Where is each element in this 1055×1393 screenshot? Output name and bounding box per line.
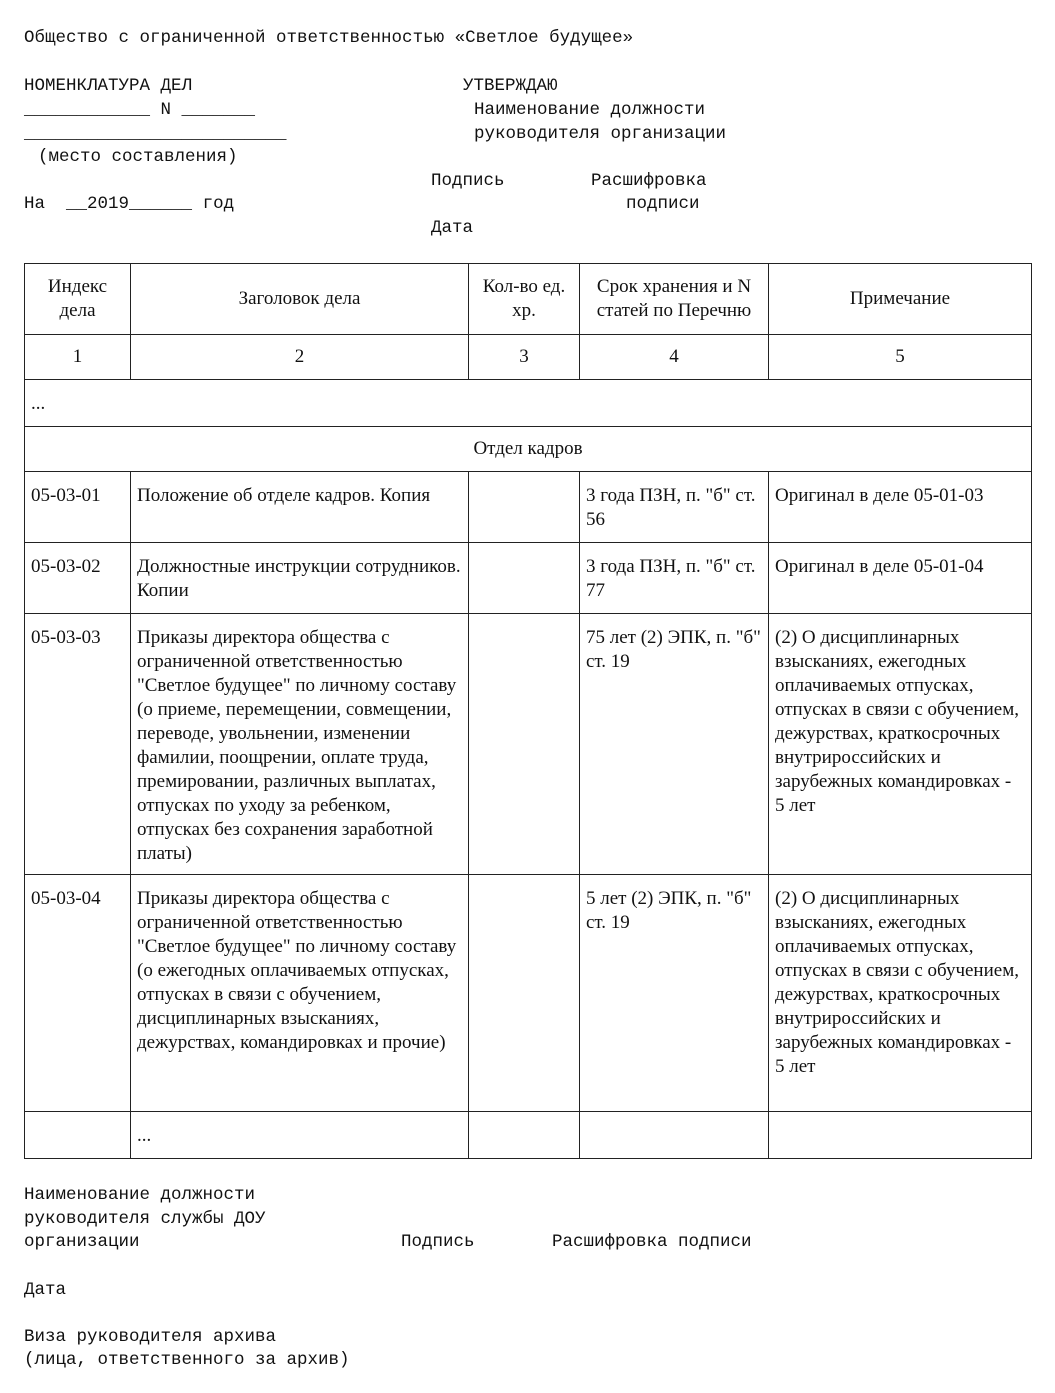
row-term: 75 лет (2) ЭПК, п. "б" ст. 19 (580, 614, 769, 875)
approval-date-label: Дата (431, 218, 474, 238)
year-line (24, 192, 234, 216)
row-title: Приказы директора общества с ограниченной ответственностью "Светлое будущее" по личному составу (о ежегодных оплачиваемых отпусках, отпусках в связи с обучением, дисциплинарных взысканиях, дежурствах, командировках и прочие) (131, 875, 469, 1112)
footer-signature-label: Подпись (401, 1232, 475, 1252)
empty-cell (769, 1112, 1032, 1159)
row-title: Положение об отделе кадров. Копия (131, 472, 469, 543)
row-count (469, 543, 580, 614)
row-index: 05-03-04 (25, 875, 131, 1112)
column-number: 1 (25, 335, 131, 380)
row-title: Приказы директора общества с ограниченной ответственностью "Светлое будущее" по личному составу (о приеме, перемещении, совмещении, переводе, увольнении, изменении фамилии, поощрении, оплате труда, премировании, различных выплатах, отпусках по уходу за ребенком, отпусках без сохранения заработной платы) (131, 614, 469, 875)
column-number-row (25, 335, 1032, 380)
approval-signature-label: Подпись (431, 171, 505, 191)
column-header-title: Заголовок дела (131, 264, 469, 335)
row-note: Оригинал в деле 05-01-04 (769, 543, 1032, 614)
approve-heading: УТВЕРЖДАЮ (463, 76, 558, 96)
row-count (469, 472, 580, 543)
year-suffix: год (202, 194, 235, 214)
archive-visa-line2: (лица, ответственного за архив) (24, 1350, 350, 1370)
column-header-index: Индекс дела (25, 264, 131, 335)
column-header-count: Кол-во ед. хр. (469, 264, 580, 335)
year-prefix: На (24, 194, 46, 214)
ellipsis-bottom: ... (131, 1112, 469, 1159)
row-title: Должностные инструкции сотрудников. Копии (131, 543, 469, 614)
place-line: _________________________ (24, 124, 287, 144)
table-row (25, 875, 1032, 1112)
ellipsis-top: ... (25, 380, 1032, 427)
footer-date-label: Дата (24, 1280, 67, 1300)
document-number-line: ____________ N _______ (24, 100, 256, 120)
row-term: 5 лет (2) ЭПК, п. "б" ст. 19 (580, 875, 769, 1112)
section-row (25, 427, 1032, 472)
archive-visa-line1: Виза руководителя архива (24, 1327, 277, 1347)
column-header-note: Примечание (769, 264, 1032, 335)
year-value: __2019______ (66, 194, 193, 214)
row-term: 3 года ПЗН, п. "б" ст. 56 (580, 472, 769, 543)
approval-decoding-line1: Расшифровка (591, 171, 707, 191)
row-note: (2) О дисциплинарных взысканиях, ежегодных оплачиваемых отпусках, отпусках в связи с обучением, дежурствах, краткосрочных внутрироссийских и зарубежных командировках - 5 лет (769, 875, 1032, 1112)
row-note: (2) О дисциплинарных взысканиях, ежегодных оплачиваемых отпусках, отпусках в связи с обучением, дежурствах, краткосрочных внутрироссийских и зарубежных командировках - 5 лет (769, 614, 1032, 875)
ellipsis-row-bottom (25, 1112, 1032, 1159)
place-caption: (место составления) (38, 147, 238, 167)
approval-position-line1: Наименование должности (474, 100, 706, 120)
organization-name: Общество с ограниченной ответственностью «Светлое будущее» (24, 28, 634, 48)
row-count (469, 875, 580, 1112)
column-number: 4 (580, 335, 769, 380)
row-index: 05-03-03 (25, 614, 131, 875)
section-title: Отдел кадров (25, 427, 1032, 472)
table-row (25, 614, 1032, 875)
row-note: Оригинал в деле 05-01-03 (769, 472, 1032, 543)
footer-position-line1: Наименование должности (24, 1185, 256, 1205)
row-index: 05-03-01 (25, 472, 131, 543)
table-row (25, 543, 1032, 614)
nomenclature-table (24, 263, 1032, 1159)
approval-decoding-line2: подписи (626, 194, 700, 214)
row-count (469, 614, 580, 875)
empty-cell (25, 1112, 131, 1159)
column-header-term: Срок хранения и N статей по Перечню (580, 264, 769, 335)
row-term: 3 года ПЗН, п. "б" ст. 77 (580, 543, 769, 614)
row-index: 05-03-02 (25, 543, 131, 614)
approval-position-line2: руководителя организации (474, 124, 727, 144)
footer-decoding-label: Расшифровка подписи (552, 1232, 752, 1252)
ellipsis-row-top (25, 380, 1032, 427)
column-number: 3 (469, 335, 580, 380)
column-number: 2 (131, 335, 469, 380)
empty-cell (469, 1112, 580, 1159)
empty-cell (580, 1112, 769, 1159)
footer-position-line3: организации (24, 1232, 140, 1252)
footer-position-line2: руководителя службы ДОУ (24, 1209, 266, 1229)
document-title: НОМЕНКЛАТУРА ДЕЛ (24, 76, 193, 96)
table-row (25, 472, 1032, 543)
column-number: 5 (769, 335, 1032, 380)
table-header-row (25, 264, 1032, 335)
